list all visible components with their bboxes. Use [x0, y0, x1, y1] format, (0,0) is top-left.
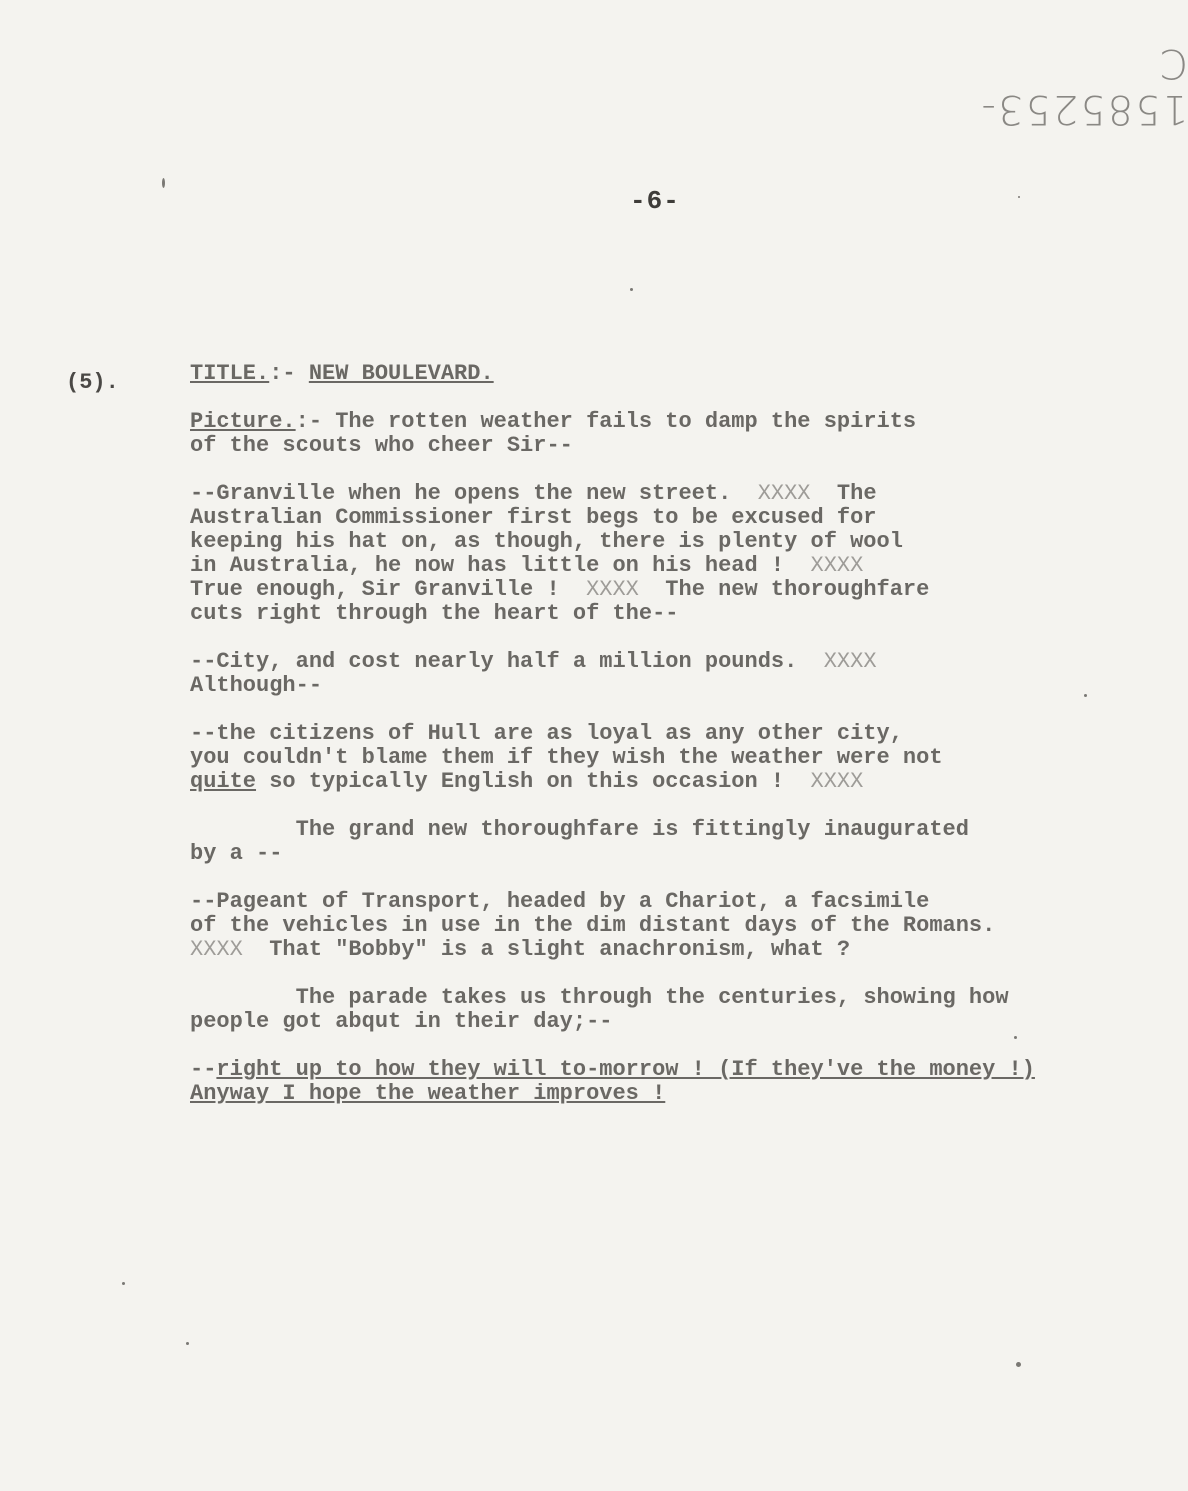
para8-underlined-1: right up to how they will to-morrow ! (If they've the money !) — [216, 1057, 1035, 1082]
para2-tail-5: The new thoroughfare — [665, 577, 930, 602]
reference-number: 1585253-C — [979, 40, 1188, 132]
para4-text-3: so typically English on this occasion ! — [269, 769, 785, 794]
para2-text-1: --Granville when he opens the new street. — [190, 481, 732, 506]
shot-marks: XXXX — [810, 553, 864, 578]
para8-prefix: -- — [190, 1057, 217, 1082]
para6-line-1: --Pageant of Transport, headed by a Chariot, a facsimile — [190, 889, 930, 914]
picture-label: Picture. — [190, 409, 296, 434]
para8-line-1 — [190, 1058, 1150, 1082]
para5-line-1 — [190, 818, 1150, 842]
para6-line-2: of the vehicles in use in the dim distant days of the Romans. — [190, 913, 996, 938]
shot-marks: XXXX — [586, 577, 639, 602]
underlined-word: quite — [190, 769, 257, 794]
para2-text-5: True enough, Sir Granville ! — [190, 577, 560, 602]
para3-line-1 — [190, 650, 1150, 674]
title-value: NEW BOULEVARD. — [308, 361, 494, 386]
title-label: TITLE. — [190, 361, 270, 386]
para4-line-3 — [190, 770, 1150, 794]
picture-line-1 — [190, 410, 1150, 434]
para2-line-6: cuts right through the heart of the-- — [190, 601, 679, 626]
para5-text-1: The grand new thoroughfare is fittingly inaugurated — [295, 817, 969, 842]
picture-line-2: of the scouts who cheer Sir-- — [190, 433, 573, 458]
para5-line-2: by a -- — [190, 841, 283, 866]
para2-line-2: Australian Commissioner first begs to be excused for — [190, 505, 877, 530]
paper-speck — [1018, 196, 1020, 198]
para8-underlined-2: Anyway I hope the weather improves ! — [190, 1081, 666, 1106]
picture-text-1: The rotten weather fails to damp the spirits — [335, 409, 917, 434]
para4-line-1: --the citizens of Hull are as loyal as any other city, — [190, 721, 903, 746]
picture-separator: :- — [295, 409, 336, 434]
para2-text-4: in Australia, he now has little on his head ! — [190, 553, 785, 578]
para6-line-3 — [190, 938, 1150, 962]
para7-line-1 — [190, 986, 1150, 1010]
para3-line-2: Although-- — [190, 673, 323, 698]
paper-speck — [1014, 1036, 1017, 1039]
para2-tail-1: The — [836, 481, 877, 506]
para6-text-3: That "Bobby" is a slight anachronism, what ? — [269, 937, 851, 962]
para8-line-2 — [190, 1082, 1150, 1106]
page-number: -6- — [630, 186, 680, 216]
shot-marks: XXXX — [757, 481, 811, 506]
shot-marks: XXXX — [190, 937, 243, 962]
paper-speck — [1016, 1362, 1021, 1367]
paper-speck — [186, 1342, 189, 1345]
para7-text-1: The parade takes us through the centuries, showing how — [295, 985, 1009, 1010]
para2-line-5 — [190, 578, 1150, 602]
item-number: (5). — [66, 370, 119, 395]
title-line — [190, 362, 1150, 386]
script-body — [190, 362, 1150, 1106]
paper-speck — [1084, 694, 1087, 697]
para4-line-2: you couldn't blame them if they wish the weather were not — [190, 745, 943, 770]
para2-line-4 — [190, 554, 1150, 578]
para2-line-1 — [190, 482, 1150, 506]
para3-text-1: --City, and cost nearly half a million pounds. — [190, 649, 798, 674]
para2-line-3: keeping his hat on, as though, there is plenty of wool — [190, 529, 903, 554]
shot-marks: XXXX — [810, 769, 864, 794]
paper-speck — [630, 288, 633, 291]
paper-speck — [162, 178, 165, 188]
para7-line-2: people got abqut in their day;-- — [190, 1009, 613, 1034]
shot-marks: XXXX — [823, 649, 877, 674]
paper-speck — [122, 1282, 125, 1285]
title-separator: :- — [269, 361, 309, 386]
